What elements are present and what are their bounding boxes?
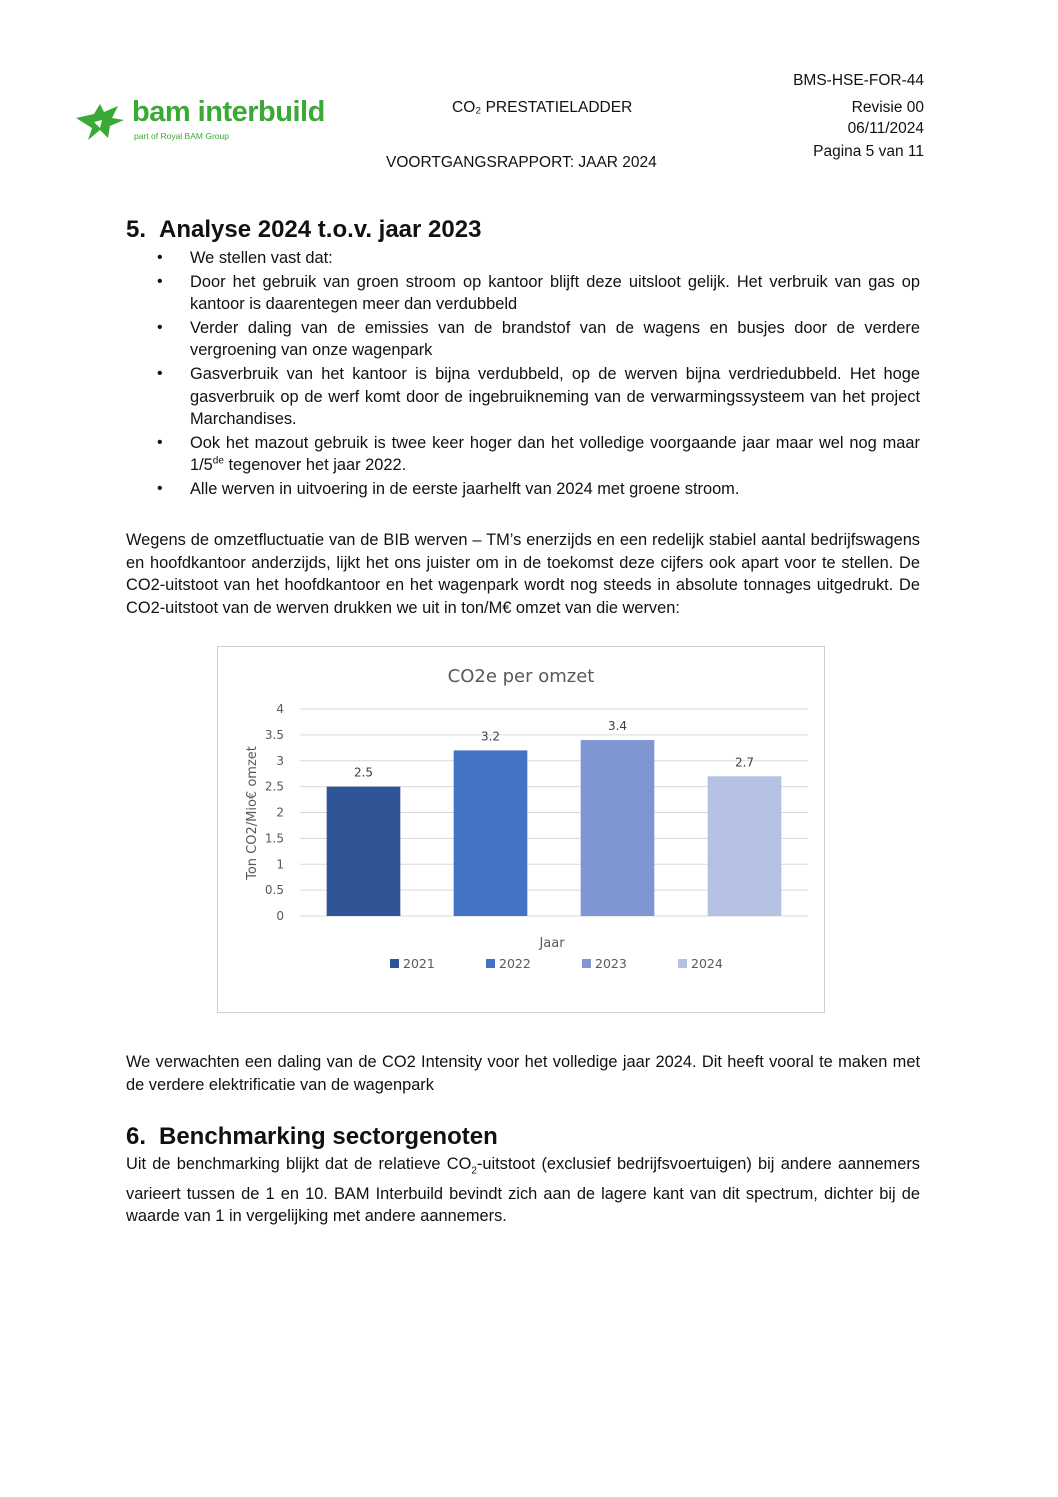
data-label: 3.4 (607, 719, 628, 734)
chart-canvas (218, 647, 824, 1012)
header-report-title: VOORTGANGSRAPPORT: JAAR 2024 (386, 154, 657, 171)
section-number: 6. (126, 1123, 147, 1150)
company-logo (74, 96, 344, 146)
section-number: 5. (126, 216, 147, 243)
y-tick-label: 3.5 (264, 727, 284, 742)
list-item: • Door het gebruik van groen stroom op kantoor blijft deze uitsloot gelijk. Het verbruik van gas op kantoor is daarentegen meer dan verdubbeld (126, 271, 920, 316)
section-title: Analyse 2024 t.o.v. jaar 2023 (159, 216, 482, 243)
y-tick-label: 1.5 (264, 831, 284, 846)
legend-label: 2021 (403, 956, 435, 971)
y-tick-label: 0.5 (264, 883, 284, 898)
paragraph-text: Uit de benchmarking blijkt dat de relatieve CO (126, 1155, 472, 1173)
legend-swatch (486, 959, 495, 968)
analysis-bullet-list (126, 247, 920, 502)
legend-swatch (390, 959, 399, 968)
chart-x-axis-label: Jaar (539, 936, 565, 951)
co2-bar-chart (217, 646, 825, 1013)
body-paragraph-after-chart: We verwachten een daling van de CO2 Intensity voor het volledige jaar 2024. Dit heeft vooral te maken met de verdere elektrificatie van de wagenpark (126, 1053, 920, 1094)
doc-code: BMS-HSE-FOR-44 (793, 72, 924, 89)
list-item: • Alle werven in uitvoering in de eerste jaarhelft van 2024 met groene stroom. (126, 478, 920, 501)
list-item (126, 432, 920, 477)
bar-2023 (581, 740, 655, 916)
section-heading (126, 216, 481, 244)
bam-bird-logo-icon (74, 100, 134, 146)
list-item-text: Ook het mazout gebruik is twee keer hoger dan het volledige voorgaande jaar maar wel nog maar 1/5 (190, 433, 920, 475)
data-label: 3.2 (480, 729, 501, 744)
bar-2022 (454, 750, 528, 916)
y-tick-label: 2 (276, 805, 284, 820)
logo-subtitle: part of Royal BAM Group (134, 131, 229, 141)
list-item: • Verder daling van de emissies van de brandstof van de wagens en busjes door de verdere vergroening van onze wagenpark (126, 317, 920, 362)
legend-swatch (678, 959, 687, 968)
legend-label: 2023 (595, 956, 627, 971)
chart-title: CO2e per omzet (447, 666, 595, 687)
y-tick-label: 2.5 (264, 779, 284, 794)
data-label: 2.5 (353, 765, 374, 780)
list-item-text-end: tegenover het jaar 2022. (223, 456, 407, 475)
logo-wordmark: bam interbuild (132, 96, 325, 128)
header-title: CO₂ PRESTATIELADDER (452, 99, 633, 116)
doc-date: 06/11/2024 (847, 120, 924, 137)
list-item: • We stellen vast dat: (126, 247, 920, 270)
legend-swatch (582, 959, 591, 968)
y-tick-label: 0 (276, 909, 284, 923)
bar-2024 (708, 776, 782, 916)
section-title: Benchmarking sectorgenoten (159, 1123, 498, 1150)
y-tick-label: 4 (276, 702, 284, 716)
benchmark-paragraph (126, 1153, 920, 1228)
body-paragraph: Wegens de omzetfluctuatie van de BIB werven – TM’s enerzijds en een redelijk stabiel aantal bedrijfswagens en hoofdkantoor anderzijds, lijkt het ons juister om in de toekomst deze cijfers ook apart voor te stellen. De CO2-uitstoot van het hoofdkantoor en het wagenpark wordt nog steeds in absolute tonnages uitgedrukt. De CO2-uitstoot van de werven drukken we uit in ton/M€ omzet van die werven: (126, 531, 920, 617)
y-tick-label: 3 (276, 753, 284, 768)
superscript: de (212, 455, 224, 467)
list-item: • Gasverbruik van het kantoor is bijna verdubbeld, op de werven bijna verdriedubbeld. Het hoge gasverbruik op de werf komt door de ingebruikneming van de verwarmingssysteem van het project Marchandises. (126, 363, 920, 431)
legend-label: 2022 (499, 956, 531, 971)
subscript: 2 (471, 1165, 477, 1177)
doc-revision: Revisie 00 (851, 99, 924, 116)
data-label: 2.7 (734, 755, 755, 770)
bar-2021 (327, 787, 401, 916)
paragraph-text-end: -uitstoot (exclusief bedrijfsvoertuigen) bij andere aannemers varieert tussen de 1 en 10. BAM Interbuild bevindt zich aan de lagere kant van dit spectrum, dichter bij de waarde van 1 in vergelijking met andere aannemers. (126, 1155, 920, 1226)
y-tick-label: 1 (276, 857, 284, 872)
section-heading (126, 1123, 498, 1151)
legend-label: 2024 (691, 956, 723, 971)
page-number: Pagina 5 van 11 (813, 143, 924, 160)
chart-y-axis-label: Ton CO2/Mio€ omzet (245, 746, 260, 880)
